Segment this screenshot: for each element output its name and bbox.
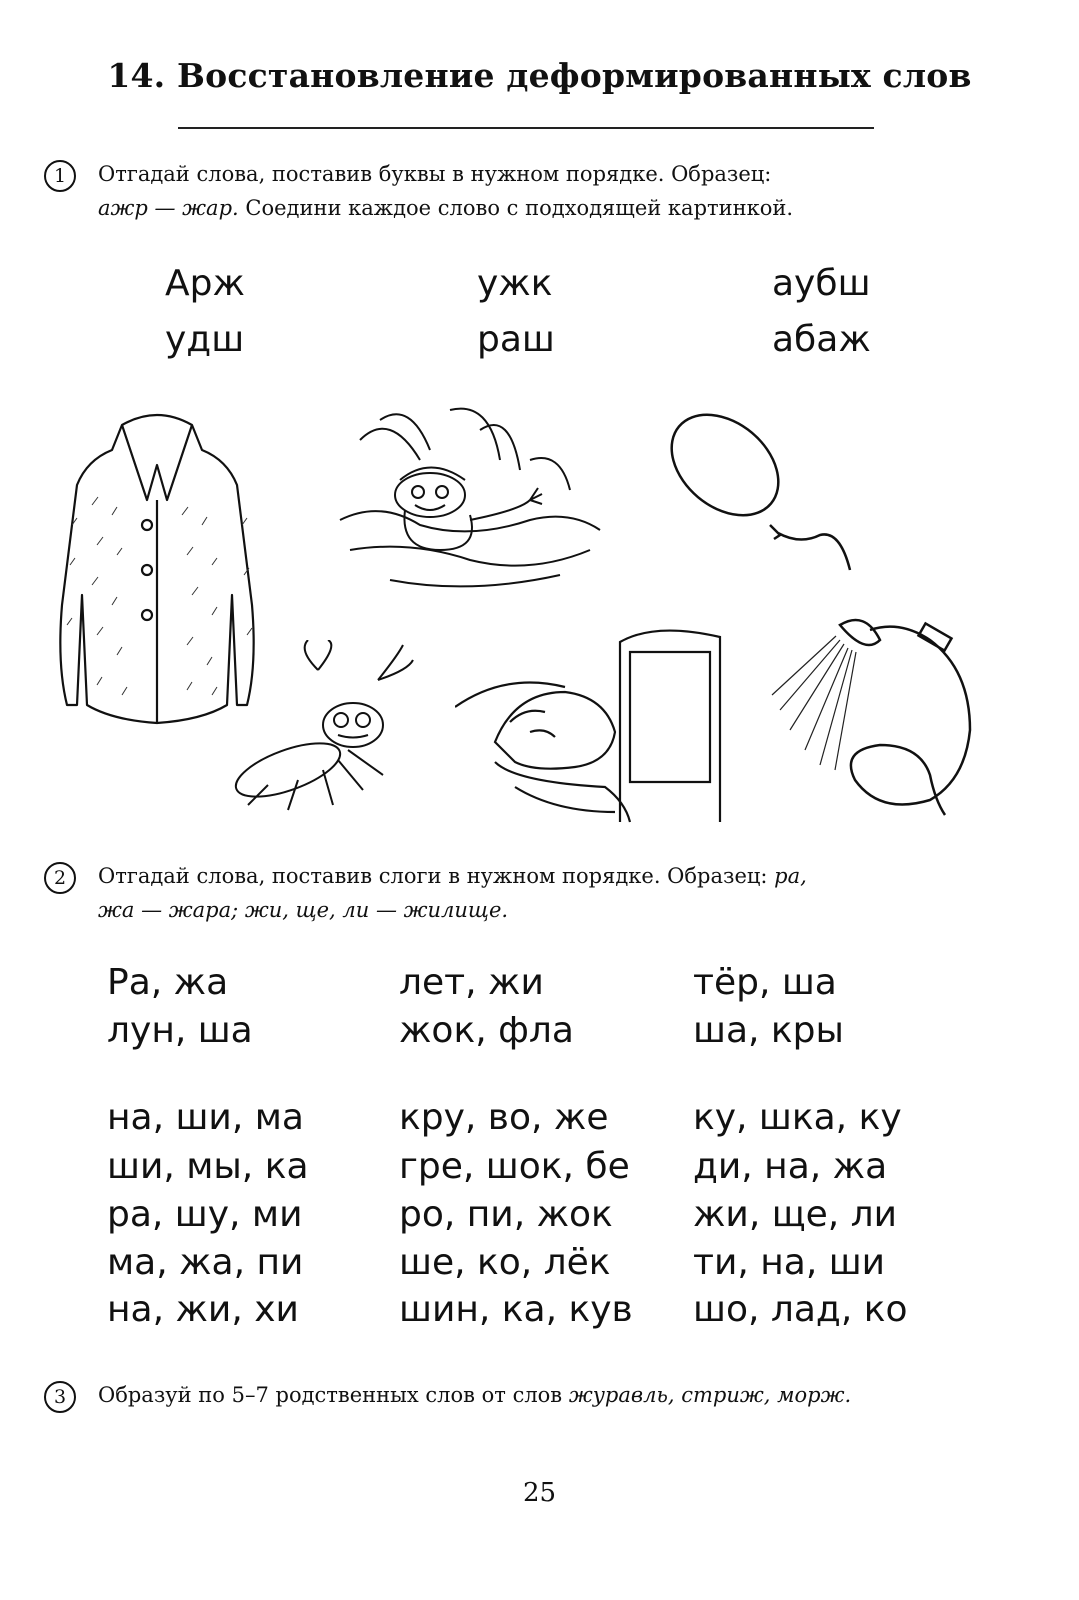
stag-beetle-icon xyxy=(228,640,418,820)
frog-in-pond-picture[interactable] xyxy=(330,400,610,600)
syllable-set: кру, во, же xyxy=(399,1097,609,1138)
task-1-line-1: Отгадай слова, поставив буквы в нужном порядке. Образец: xyxy=(98,162,772,186)
page-title: 14. Восстановление деформированных слов xyxy=(107,56,972,95)
syllable-set: шин, ка, кув xyxy=(399,1289,633,1330)
syllable-set: ди, на, жа xyxy=(693,1146,888,1187)
syllable-set: ма, жа, пи xyxy=(107,1242,304,1283)
syllable-set: шо, лад, ко xyxy=(693,1289,908,1330)
task-1-instruction xyxy=(98,157,998,225)
syllable-set: ши, мы, ка xyxy=(107,1146,309,1187)
shower-icon xyxy=(770,600,980,820)
syllable-set: лун, ша xyxy=(107,1010,253,1051)
task-1-example: ажр — жар. xyxy=(98,196,239,220)
scrambled-word: раш xyxy=(477,319,555,360)
syllable-set: Ра, жа xyxy=(107,962,229,1003)
syllable-set: ро, пи, жок xyxy=(399,1194,613,1235)
task-1-line-2: Соедини каждое слово с подходящей картинкой. xyxy=(238,196,794,220)
syllable-set: гре, шок, бе xyxy=(399,1146,630,1187)
scrambled-word: аубш xyxy=(772,263,871,304)
frog-icon xyxy=(330,400,610,600)
task-3-text: Образуй по 5–7 родственных слов от слов xyxy=(98,1383,563,1407)
syllable-set: на, ши, ма xyxy=(107,1097,304,1138)
task-3-instruction xyxy=(98,1378,1038,1412)
scrambled-word: абаж xyxy=(772,319,871,360)
syllable-set: ку, шка, ку xyxy=(693,1097,902,1138)
syllable-set: ша, кры xyxy=(693,1010,844,1051)
sick-person-in-bed-picture[interactable] xyxy=(455,612,730,827)
beetle-picture[interactable] xyxy=(228,640,418,820)
scrambled-word: Арж xyxy=(165,263,245,304)
task-2-example-1: ра, xyxy=(774,864,807,888)
syllable-set: на, жи, хи xyxy=(107,1289,299,1330)
syllable-set: ра, шу, ми xyxy=(107,1194,303,1235)
balloon-icon xyxy=(660,405,860,585)
syllable-set: тёр, ша xyxy=(693,962,837,1003)
scrambled-word: ужк xyxy=(477,263,553,304)
page-number: 25 xyxy=(522,1478,557,1508)
task-1-number: 1 xyxy=(44,160,76,192)
syllable-set: ше, ко, лёк xyxy=(399,1242,611,1283)
task-2-line-1: Отгадай слова, поставив слоги в нужном порядке. Образец: xyxy=(98,864,768,888)
balloon-picture[interactable] xyxy=(660,405,860,585)
syllable-set: ти, на, ши xyxy=(693,1242,886,1283)
task-3-words: журавль, стриж, морж. xyxy=(568,1383,852,1407)
title-underline xyxy=(178,127,874,129)
syllable-set: жок, фла xyxy=(399,1010,574,1051)
task-2-number: 2 xyxy=(44,862,76,894)
syllable-set: лет, жи xyxy=(399,962,544,1003)
task-2-instruction xyxy=(98,859,1018,927)
scrambled-word: удш xyxy=(165,319,245,360)
bed-icon xyxy=(455,612,730,827)
task-2-example-2: жа — жара; жи, ще, ли — жилище. xyxy=(98,898,509,922)
task-3-number: 3 xyxy=(44,1381,76,1413)
shower-picture[interactable] xyxy=(770,600,980,820)
syllable-set: жи, ще, ли xyxy=(693,1194,898,1235)
